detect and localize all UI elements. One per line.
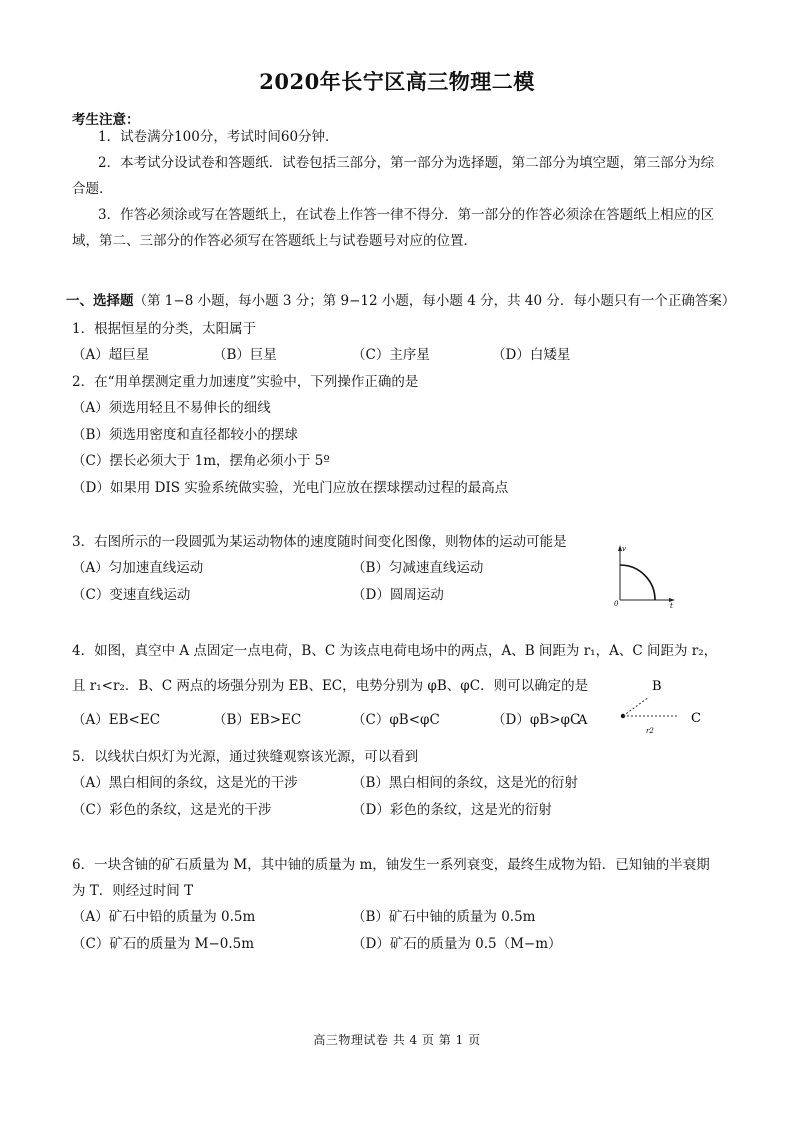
q3-option-b: （B）匀减速直线运动: [352, 560, 484, 576]
point-a-label: A: [578, 713, 588, 728]
q6-option-a: （A）矿石中铅的质量为 0.5m: [72, 909, 256, 925]
question-4-line-1: 4．如图，真空中 A 点固定一点电荷，B、C 为该点电荷电场中的两点，A、B 间距为 r₁，A、C 间距为 r₂，: [72, 643, 718, 659]
q4-option-a: （A）EB<EC: [72, 712, 161, 728]
point-c-label: C: [691, 711, 701, 726]
q6-option-b: （B）矿石中铀的质量为 0.5m: [352, 909, 536, 925]
question-6-line-2: 为 T．则经过时间 T: [72, 883, 194, 899]
graph-origin-label: 0: [614, 600, 619, 608]
q3-option-d: （D）圆周运动: [352, 587, 444, 603]
q2-option-b: （B）须选用密度和直径都较小的摆球: [72, 427, 298, 443]
q5-option-d: （D）彩色的条纹，这是光的衍射: [352, 802, 552, 818]
question-2-stem: 2．在“用单摆测定重力加速度”实验中，下列操作正确的是: [72, 374, 419, 390]
q1-option-d: （D）白矮星: [492, 347, 571, 363]
q4-option-b: （B）EB>EC: [213, 712, 302, 728]
q6-option-d: （D）矿石的质量为 0.5（M−m）: [352, 936, 562, 952]
q6-option-c: （C）矿石的质量为 M−0.5m: [72, 936, 255, 952]
segment-ab: [623, 697, 649, 716]
question-5-stem: 5．以线状白炽灯为光源，通过狭缝观察该光源，可以看到: [72, 749, 419, 765]
notice-item-3: 3．作答必须涂或写在答题纸上，在试卷上作答一律不得分．第一部分的作答必须涂在答题纸上相应的区域，第二、三部分的作答必须写在答题纸上与试卷题号对应的位置．: [72, 207, 715, 249]
q3-option-c: （C）变速直线运动: [72, 587, 191, 603]
notice-item-2: 2．本考试分设试卷和答题纸．试卷包括三部分，第一部分为选择题，第二部分为填空题，第三部分为综合题．: [72, 155, 715, 197]
graph-arc: [620, 565, 655, 600]
q1-option-a: （A）超巨星: [72, 347, 150, 363]
q5-option-c: （C）彩色的条纹，这是光的干涉: [72, 802, 272, 818]
question-3-stem: 3．右图所示的一段圆弧为某运动物体的速度随时间变化图像，则物体的运动可能是: [72, 534, 567, 550]
q4-charge-figure: [570, 672, 720, 742]
q2-option-c: （C）摆长必须大于 1m，摆角必须小于 5º: [72, 453, 330, 469]
q1-option-b: （B）巨星: [213, 347, 277, 363]
q1-option-c: （C）主序星: [352, 347, 430, 363]
q5-option-a: （A）黑白相间的条纹，这是光的干涉: [72, 775, 298, 791]
q3-option-a: （A）匀加速直线运动: [72, 560, 204, 576]
graph-x-label: t: [670, 602, 673, 610]
distance-label: r2: [646, 727, 654, 735]
question-1-stem: 1．根据恒星的分类，太阳属于: [72, 321, 257, 337]
question-4-line-2: 且 r₁<r₂．B、C 两点的场强分别为 EB、EC，电势分别为 φB、φC．则可以确定的是: [72, 678, 589, 694]
q2-option-d: （D）如果用 DIS 实验系统做实验，光电门应放在摆球摆动过程的最高点: [72, 480, 509, 496]
q5-option-b: （B）黑白相间的条纹，这是光的衍射: [352, 775, 578, 791]
q3-velocity-time-graph: [608, 540, 678, 612]
section-heading: 一、选择题（第 1−8 小题，每小题 3 分；第 9−12 小题，每小题 4 分，共 40 分．每小题只有一个正确答案）: [66, 293, 736, 309]
q4-option-d: （D）φB>φC: [492, 712, 581, 728]
notice-item-1: 1．试卷满分100分，考试时间60分钟．: [98, 129, 339, 145]
q2-option-a: （A）须选用轻且不易伸长的细线: [72, 400, 271, 416]
page-title: 2020年长宁区高三物理二模: [259, 69, 535, 94]
question-6-line-1: 6．一块含铀的矿石质量为 M，其中铀的质量为 m，铀发生一系列衰变，最终生成物为铅．已知铀的半衰期: [72, 857, 710, 873]
page-footer: 高三物理试卷 共 4 页 第 1 页: [313, 1033, 481, 1047]
notice-heading: 考生注意：: [72, 112, 140, 128]
q4-option-c: （C）φB<φC: [352, 712, 440, 728]
point-b-label: B: [652, 679, 662, 694]
graph-y-label: v: [622, 545, 626, 553]
